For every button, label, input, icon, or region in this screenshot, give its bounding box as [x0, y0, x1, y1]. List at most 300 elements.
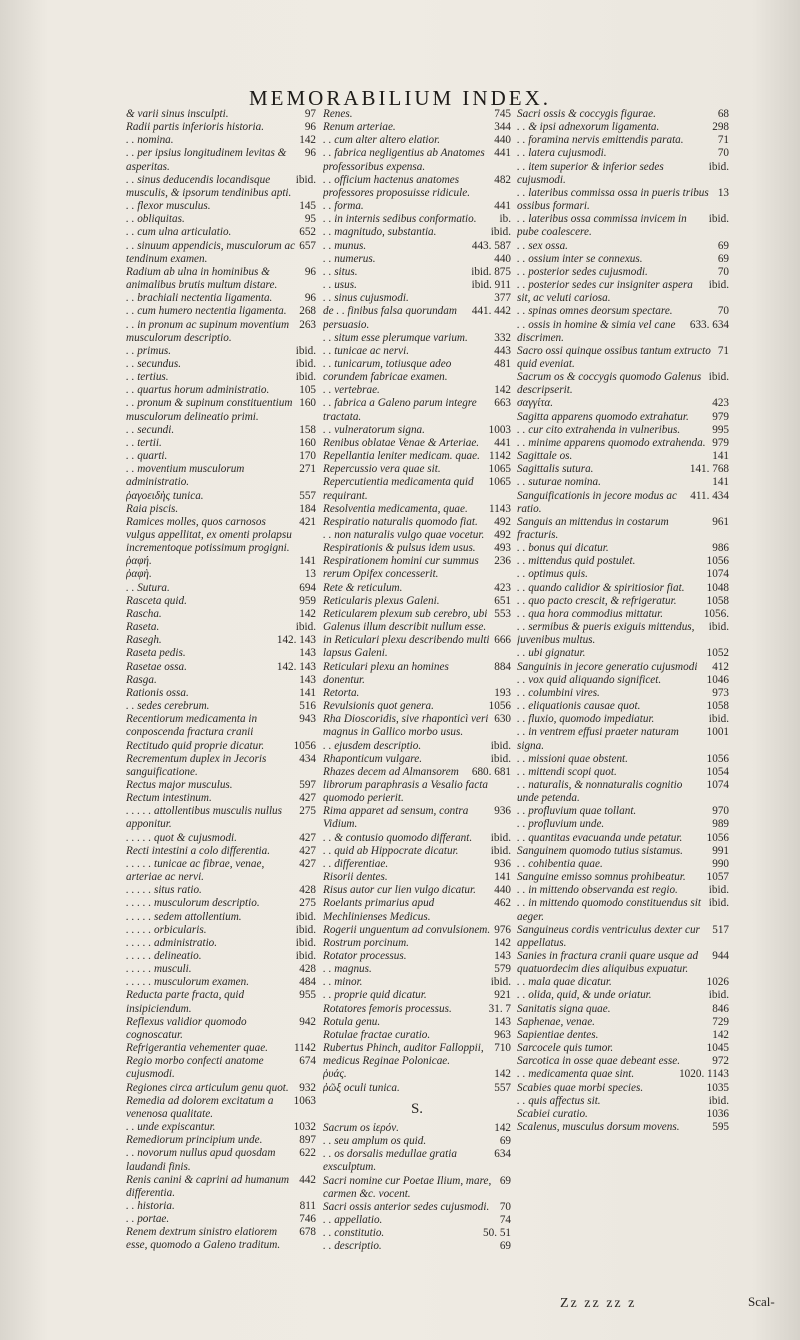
page-ref: 441 — [494, 436, 511, 449]
entry-text: . . . . . orbicularis. — [126, 923, 207, 936]
page-ref: 1056 — [706, 555, 729, 568]
page-ref: ibid. — [295, 923, 316, 936]
entry-text: . . . . . delineatio. — [126, 950, 202, 962]
entry-text: Sacro ossi quinque ossibus tantum extructo quid eveniat. — [517, 344, 711, 370]
entry-text: . . item superior & inferior sedes cujusmodi. — [517, 160, 664, 186]
entry-text: Renis canini & caprini ad humanum differentia. — [126, 1173, 290, 1199]
page-ref: ibid. — [490, 739, 511, 752]
index-entry — [323, 384, 511, 397]
index-entry — [323, 174, 511, 200]
entry-text: ῥαφή. — [126, 555, 152, 568]
entry-text: Rationis ossa. — [126, 686, 189, 699]
page-ref: 963 — [494, 1028, 511, 1041]
index-entry — [126, 213, 316, 226]
entry-text: Risus autor cur lien vulgo dicatur. — [323, 884, 476, 897]
entry-text: Remedia ad dolorem excitatum a venenosa qualitate. — [126, 1094, 274, 1120]
entry-text: . . cur cito extrahenda in vulneribus. — [517, 423, 681, 436]
index-entry — [517, 476, 729, 489]
index-entry — [517, 147, 729, 160]
entry-text: σαγγίτα. — [517, 397, 553, 410]
page-ref: 976 — [494, 923, 511, 936]
entry-text: . . bonus qui dicatur. — [517, 542, 609, 555]
page-ref: 1003 — [488, 423, 511, 436]
entry-text: ῥαγοειδὴς tunica. — [126, 489, 204, 502]
entry-text: Scalenus, musculus dorsum movens. — [517, 1121, 680, 1134]
page-ref: 1056 — [293, 739, 316, 752]
index-entry — [517, 621, 729, 647]
index-entry — [517, 582, 729, 595]
entry-text: . . . . . musculorum descriptio. — [126, 897, 260, 910]
entry-text: . . tunicarum, totiusque adeo corundem fabricae examen. — [323, 357, 452, 384]
page-ref: 462 — [494, 897, 511, 910]
page-ref: 1048 — [706, 581, 729, 594]
index-entry — [323, 858, 511, 871]
index-entry — [126, 1095, 316, 1121]
entry-text: Reticulari plexu an homines donentur. — [323, 660, 449, 686]
page-ref: 633. 634 — [689, 318, 729, 331]
entry-text: . . officium hactenus anatomes professores proposuisse ridicule. — [323, 173, 470, 199]
index-entry — [126, 897, 316, 910]
index-column-2 — [323, 108, 511, 1278]
entry-text: Sanguineus cordis ventriculus dexter cur appellatus. — [517, 923, 700, 949]
page-ref: 990 — [712, 857, 729, 870]
page-ref: 441. 442 — [471, 305, 511, 318]
page-ref: 105 — [299, 384, 316, 397]
index-entry — [126, 792, 316, 805]
index-entry — [323, 134, 511, 147]
page-ref: 1074 — [706, 778, 729, 791]
entry-text: . . ossium inter se connexus. — [517, 252, 643, 265]
entry-text: . . . . . musculi. — [126, 963, 192, 976]
page-ref: 651 — [494, 594, 511, 607]
index-entry — [323, 397, 511, 423]
page-ref: 680. 681 — [471, 765, 511, 778]
index-entry — [323, 1227, 511, 1240]
page-ref: 972 — [712, 1055, 729, 1068]
index-entry — [323, 332, 511, 345]
page-ref: 70 — [499, 1200, 511, 1213]
entry-text: Sacri ossis & coccygis figurae. — [517, 108, 656, 120]
index-entry — [126, 1016, 316, 1042]
page-ref: ibid. — [708, 713, 729, 726]
entry-text: . . flexor musculus. — [126, 200, 211, 213]
entry-text: . . suturae nomina. — [517, 476, 601, 489]
page-ref: ibid. — [490, 226, 511, 239]
entry-text: . . in mittendo quomodo constituendus sit aeger. — [517, 897, 701, 923]
index-entry — [323, 1214, 511, 1227]
entry-text: . . . . . administratio. — [126, 936, 218, 949]
page-ref: ibid. — [708, 213, 729, 226]
page-ref: ibid. — [708, 884, 729, 897]
index-entry — [323, 503, 511, 516]
page-ref: 428 — [299, 963, 316, 976]
entry-text: . . sinus deducendis locandisque musculis, & ipsorum tendinibus apti. — [126, 173, 292, 199]
page-ref: 442 — [299, 1173, 316, 1186]
page-ref: 142 — [494, 384, 511, 397]
entry-text: . . sinus cujusmodi. — [323, 292, 409, 305]
index-entry — [517, 766, 729, 779]
index-entry — [323, 450, 511, 463]
index-entry — [126, 121, 316, 134]
entry-text: . . ubi gignatur. — [517, 647, 586, 660]
page-ref: ibid. 875 — [471, 265, 511, 278]
page-ref: 377 — [494, 292, 511, 305]
entry-text: . . . . . musculorum examen. — [126, 976, 250, 989]
page-ref: 492 — [494, 515, 511, 528]
index-entry — [126, 1042, 316, 1055]
entry-text: . . minime apparens quomodo extrahenda. — [517, 436, 706, 449]
entry-text: Sarcocele quis tumor. — [517, 1042, 614, 1055]
index-entry — [323, 989, 511, 1002]
page-ref: ibid. — [490, 844, 511, 857]
entry-text: Sanies in fractura cranii quare usque ad quatuordecim dies aliquibus expuatur. — [517, 950, 699, 976]
index-entry — [323, 358, 511, 384]
index-entry — [517, 1121, 729, 1134]
index-entry — [517, 437, 729, 450]
entry-text: . . situs. — [323, 265, 358, 278]
index-entry — [323, 555, 511, 581]
index-entry — [517, 950, 729, 976]
page-ref: 1026 — [706, 976, 729, 989]
entry-text: . . historia. — [126, 1199, 175, 1212]
index-entry — [126, 700, 316, 713]
page-ref: 184 — [299, 502, 316, 515]
page-ref: 263 — [299, 318, 316, 331]
index-entry — [323, 1016, 511, 1029]
page-ref: 1074 — [706, 568, 729, 581]
entry-text: Rha Dioscoridis, sive rhaponticì veri magnus in Gallico morbo usus. — [323, 713, 489, 739]
index-entry — [323, 582, 511, 595]
page-ref: ibid. 911 — [471, 279, 511, 292]
page-ref: 96 — [304, 292, 316, 305]
entry-text: . . missioni quae obstent. — [517, 752, 628, 765]
index-entry — [126, 779, 316, 792]
index-entry — [126, 305, 316, 318]
index-entry — [323, 1029, 511, 1042]
page-ref: 440 — [494, 252, 511, 265]
entry-text: . . posterior sedes cur insigniter aspera sit, ac veluti cariosa. — [517, 279, 693, 305]
page-ref: 745 — [494, 108, 511, 120]
index-entry — [323, 1240, 511, 1253]
page-ref: ibid. — [295, 344, 316, 357]
entry-text: Ramices molles, quos carnosos vulgus appellitat, ex omenti prolapsu incrementoque potissimum progigni. — [126, 515, 292, 555]
index-entry — [323, 897, 511, 923]
entry-text: . . fabrica negligentius ab Anatomes professoribus expensa. — [323, 147, 485, 173]
entry-text: . . pronum & supinum constituentium musculorum delineatio primi. — [126, 397, 293, 423]
index-entry — [126, 1226, 316, 1252]
entry-text: Sacri nomine cur Poetae Ilium, mare, carmen &c. vocent. — [323, 1174, 492, 1200]
page-ref: ibid. — [708, 371, 729, 384]
page-ref: 421 — [299, 515, 316, 528]
page-ref: 652 — [299, 226, 316, 239]
page-ref: ibid. — [708, 621, 729, 634]
page-ref: ib. — [499, 213, 511, 226]
entry-text: . . spinas omnes deorsum spectare. — [517, 305, 673, 318]
page-ref: 710 — [494, 1042, 511, 1055]
page-ref: ibid. — [295, 936, 316, 949]
index-entry — [517, 266, 729, 279]
index-entry — [323, 924, 511, 937]
index-entry — [126, 937, 316, 950]
index-entry — [517, 1108, 729, 1121]
entry-text: . . ejusdem descriptio. — [323, 739, 422, 752]
index-entry — [126, 319, 316, 345]
page-ref: 70 — [717, 305, 729, 318]
page-ref: 141. 768 — [689, 463, 729, 476]
index-entry — [126, 621, 316, 634]
index-entry — [517, 871, 729, 884]
entry-text: Saphenae, venae. — [517, 1015, 595, 1028]
index-entry — [323, 424, 511, 437]
index-entry — [323, 305, 511, 331]
page-ref: 1046 — [706, 673, 729, 686]
entry-text: Reticularem plexum sub cerebro, ubi Galenus illum describit nullum esse. — [323, 607, 488, 634]
entry-text: . . quantitas evacuanda unde petatur. — [517, 831, 683, 844]
entry-text: . . brachiali nectentia ligamenta. — [126, 292, 273, 305]
index-entry — [517, 319, 729, 345]
page-ref: 1065 — [488, 463, 511, 476]
index-entry — [126, 240, 316, 266]
index-entry — [323, 753, 511, 766]
index-entry — [517, 1042, 729, 1055]
page-ref: 634 — [494, 1148, 511, 1161]
entry-text: Respirationis & pulsus idem usus. — [323, 542, 476, 555]
page-ref: ibid. — [708, 897, 729, 910]
page-ref: 1056 — [706, 752, 729, 765]
entry-text: Rasceta quid. — [126, 594, 187, 607]
page-ref: 145 — [299, 200, 316, 213]
index-entry — [126, 647, 316, 660]
page-ref: 1142 — [294, 1042, 316, 1055]
entry-text: . . moventium musculorum administratio. — [126, 463, 245, 489]
page-ref: 427 — [299, 857, 316, 870]
index-entry — [323, 1148, 511, 1174]
entry-text: Rostrum porcinum. — [323, 936, 409, 949]
entry-text: . . novorum nullus apud quosdam laudandi finis. — [126, 1147, 276, 1173]
page-ref: 427 — [299, 831, 316, 844]
entry-text: . . vox quid aliquando significet. — [517, 673, 662, 686]
index-entry — [323, 976, 511, 989]
entry-text: Risorii dentes. — [323, 871, 388, 884]
page-title: MEMORABILIUM INDEX. — [249, 86, 551, 110]
index-entry — [323, 1201, 511, 1214]
page-ref: 69 — [717, 239, 729, 252]
page-ref: 492 — [494, 529, 511, 541]
entry-text: Sagitta apparens quomodo extrahatur. — [517, 410, 689, 423]
page-ref: 69 — [499, 1240, 511, 1253]
entry-text: Regiones circa articulum genu quot. — [126, 1081, 289, 1094]
entry-text: . . . . . situs ratio. — [126, 884, 202, 897]
page-ref: 141 — [712, 476, 729, 489]
index-entry — [517, 1095, 729, 1108]
index-entry — [126, 753, 316, 779]
page-ref: 846 — [712, 1002, 729, 1015]
page-ref: ibid. — [295, 173, 316, 186]
index-entry — [126, 661, 316, 674]
entry-text: . . mittendus quid postulet. — [517, 555, 636, 568]
page-ref: 1045 — [706, 1042, 729, 1055]
page-ref: ibid. — [295, 371, 316, 384]
entry-text: . . numerus. — [323, 252, 376, 265]
index-entry — [323, 1082, 511, 1095]
index-entry — [517, 134, 729, 147]
index-entry — [126, 147, 316, 173]
page-ref: 1036 — [706, 1107, 729, 1120]
index-entry — [323, 1135, 511, 1148]
index-entry — [126, 516, 316, 555]
page-ref: 440 — [494, 134, 511, 147]
entry-text: . . vertebrae. — [323, 384, 380, 397]
entry-text: Radii partis inferioris historia. — [126, 121, 264, 134]
entry-text: & varii sinus insculpti. — [126, 108, 229, 120]
index-entry — [126, 911, 316, 924]
entry-text: Refrigerantia vehementer quae. — [126, 1042, 268, 1055]
page-ref: 74 — [499, 1213, 511, 1226]
index-entry — [323, 1042, 511, 1068]
page-ref: 141 — [712, 450, 729, 463]
index-entry — [517, 121, 729, 134]
index-entry — [517, 1082, 729, 1095]
index-entry — [517, 595, 729, 608]
entry-text: . . in ventrem effusi praeter naturam signa. — [517, 726, 679, 752]
index-entry — [323, 147, 511, 173]
entry-text: . . nomina. — [126, 134, 174, 147]
page-ref: 557 — [494, 1081, 511, 1094]
index-entry — [126, 1174, 316, 1200]
page-ref: 1063 — [293, 1094, 316, 1107]
entry-text: Sacri ossis anterior sedes cujusmodi. — [323, 1200, 490, 1213]
index-entry — [517, 1003, 729, 1016]
index-entry — [126, 450, 316, 463]
entry-text: . . fluxio, quomodo impediatur. — [517, 713, 655, 726]
page-ref: 71 — [717, 134, 729, 147]
index-entry — [126, 1147, 316, 1173]
index-entry — [126, 358, 316, 371]
index-entry — [126, 266, 316, 292]
index-entry — [323, 542, 511, 555]
index-entry — [517, 753, 729, 766]
index-entry — [323, 950, 511, 963]
entry-text: Repercussio vera quae sit. — [323, 463, 441, 476]
index-entry — [126, 634, 316, 647]
index-entry — [517, 397, 729, 410]
entry-text: Regio morbo confecti anatome cujusmodi. — [126, 1055, 264, 1081]
index-entry — [126, 555, 316, 568]
entry-text: Remediorum principium unde. — [126, 1134, 263, 1147]
index-entry — [517, 924, 729, 950]
index-entry — [323, 516, 511, 529]
entry-text: . . sedes cerebrum. — [126, 700, 210, 713]
page-ref: 955 — [299, 989, 316, 1002]
index-entry — [323, 437, 511, 450]
page-ref: 1001 — [706, 726, 729, 739]
entry-text: . . qua hora commodius mittatur. — [517, 607, 664, 620]
catchword: Scal- — [748, 1294, 775, 1309]
entry-text: . . cohibentia quae. — [517, 857, 603, 870]
entry-text: Rasegh. — [126, 634, 162, 647]
page-ref: 69 — [499, 1174, 511, 1187]
page-ref: 493 — [494, 542, 511, 555]
page-ref: 142 — [494, 1068, 511, 1081]
page-ref: 482 — [494, 173, 511, 186]
index-entry — [126, 437, 316, 450]
page-ref: 440 — [494, 884, 511, 897]
entry-text: . . cum ulna articulatio. — [126, 226, 232, 239]
index-entry — [517, 989, 729, 1002]
page-ref: 142 — [712, 1028, 729, 1041]
page-ref: 579 — [494, 963, 511, 976]
index-entry — [126, 292, 316, 305]
entry-text: Respirationem homini cur summus rerum Opifex concesserit. — [323, 555, 479, 581]
index-entry — [126, 1121, 316, 1134]
index-entry — [126, 858, 316, 884]
index-entry — [126, 740, 316, 753]
index-entry — [323, 1068, 511, 1081]
page-ref: 1058 — [706, 594, 729, 607]
entry-text: Raseta. — [126, 621, 160, 634]
index-entry — [517, 424, 729, 437]
entry-text: . . ossis in homine & simia vel cane discrimen. — [517, 318, 676, 344]
entry-text: Recentiorum medicamenta in conposcenda fractura cranii — [126, 713, 258, 739]
page-ref: 13 — [304, 568, 316, 581]
page-ref: 1020. 1143 — [679, 1068, 729, 1081]
index-entry — [126, 424, 316, 437]
index-entry — [517, 305, 729, 318]
index-entry — [323, 740, 511, 753]
index-entry — [126, 1134, 316, 1147]
page-ref: 50. 51 — [483, 1227, 511, 1240]
entry-text: . . secundus. — [126, 357, 181, 370]
index-entry — [126, 963, 316, 976]
page-ref: 141 — [494, 871, 511, 884]
entry-text: . . usus. — [323, 279, 357, 292]
page-ref: ibid. — [490, 752, 511, 765]
entry-text: Scabies quae morbi species. — [517, 1081, 644, 1094]
index-entry — [126, 976, 316, 989]
page-ref: 973 — [712, 686, 729, 699]
entry-text: . . profluvium quae tollant. — [517, 805, 637, 818]
index-entry — [517, 779, 729, 805]
entry-text: Repellantia leniter medicam. quae. — [323, 450, 480, 463]
index-entry — [517, 1068, 729, 1081]
entry-text: Rasetae ossa. — [126, 660, 187, 673]
page-ref: 344 — [494, 121, 511, 134]
index-entry — [517, 516, 729, 542]
index-entry — [323, 937, 511, 950]
page-ref: 69 — [499, 1135, 511, 1148]
entry-text: Rectum intestinum. — [126, 792, 212, 805]
index-entry — [126, 371, 316, 384]
entry-text: . . portae. — [126, 1213, 170, 1226]
entry-text: Renem dextrum sinistro elatiorem esse, quomodo a Galeno traditum. — [126, 1226, 281, 1252]
page-ref: 746 — [299, 1213, 316, 1226]
entry-text: in Reticulari plexu describendo multi lapsus Galeni. — [323, 634, 490, 660]
index-entry — [126, 595, 316, 608]
index-entry — [323, 476, 511, 502]
index-entry — [517, 884, 729, 897]
index-entry — [323, 871, 511, 884]
entry-text: . . tertius. — [126, 371, 169, 384]
index-entry — [517, 279, 729, 305]
page-ref: 427 — [299, 844, 316, 857]
index-entry — [126, 568, 316, 581]
index-entry — [126, 805, 316, 831]
page-ref: 1056. — [703, 607, 729, 620]
page-ref: 959 — [299, 594, 316, 607]
entry-text: . . optimus quis. — [517, 568, 588, 581]
page-ref: 423 — [494, 581, 511, 594]
entry-text: Rectitudo quid proprie dicatur. — [126, 739, 265, 752]
